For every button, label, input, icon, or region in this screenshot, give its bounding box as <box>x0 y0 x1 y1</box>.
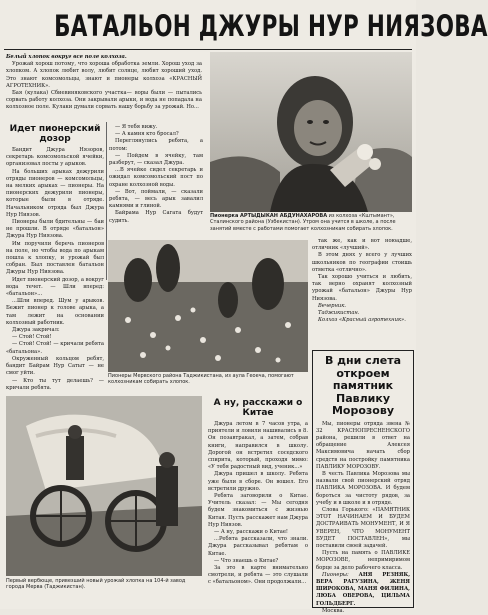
pioneers-list: АНЯ РЕЗНЯК, ВЕРА РАГУЗИНА, ЖЕНЯ ШИРОКОВА, МАНЯ ФИЛИНА, ЛЮБА ОВЕРОВА, ЦИЛЬМА ГОЛЬДБЕРГ. <box>316 571 411 607</box>
morozov-article <box>312 350 414 614</box>
paragraph: ...Ребята рассказали, что знали. Джура рассказывал ребятам о Китае. <box>208 536 308 557</box>
paragraph: Пионеры были бдительны — баи не прошли. В отряде «батальон» Джура Нур Ниязова. <box>6 219 104 240</box>
paragraph: Джура закричал: <box>12 327 60 334</box>
paragraph: — Я тебя вижу. <box>115 124 158 130</box>
paragraph: так же, как и вот ноюадше, отличник «лучший». <box>312 238 412 252</box>
paragraph: Им поручили беречь пионеров на поле, но чтобы вода по арыкам пошла к хлопку, и урожай был собран. Был поставлен батальон Джуры Нур Ниязова. <box>6 240 104 276</box>
photo-middle <box>108 240 308 372</box>
paragraph: В честь Павлика Морозова мы назвали свой пионерский отряд ПАВЛИКА МОРОЗОВА. И будем бороться за чистоту рядов, за учебу и в школе и в отряде. <box>316 470 410 506</box>
paragraph: Слова Горького: «ПАМЯТНИК ЭТОТ НАЧИНАЕМ И БУДЕМ ДОСТРАИВАТЬ МОНУМЕНТ, И Я УВЕРЕН, ЧТО МОНУМЕНТ БУДЕТ ПОСТАВЛЕН», мы поставили своей задачей. <box>316 506 410 549</box>
photo-bottom-caption: Первый вербюще, привезший новый урожай хлопка на 104-й завод города Мерва (Таджикистан). <box>6 578 186 591</box>
paragraph: — Что знаешь о Китае? <box>214 557 279 564</box>
dozor-title: Идет пионерский дозор <box>9 124 101 144</box>
paragraph: Урожай хорош потому, что хороша обработка земли. Хорош уход за хлопком. А хлопок любит волу, любит солнце, любит хороший уход. Это знают комсомольцы, знают и пионеры колхоза «КРАСНЫЙ АГРОТЕХНИК». <box>6 61 202 89</box>
pioneers-label: Пионеры: <box>322 571 349 578</box>
paragraph: Байрама Нур Сагата будут судить. <box>109 210 203 224</box>
paragraph: Окруженный кольцом ребят, бандит Байрам Нур Сатыт — не смог уйти. <box>6 355 104 377</box>
photo-top-caption-name: Пионерка АРТЫДЫКАН АБДУНАХАРОВА <box>210 213 328 219</box>
dozor-body <box>6 147 104 392</box>
cotton-field-pioneers-photo-icon <box>108 240 308 372</box>
paragraph: ...Шли вперед. Шум у арыков. Бежит пионер к голове арыка, а там лежит на основании колхозный работник. <box>6 298 104 326</box>
paragraph: Бандит Джура Нязоров, секретарь комсомольской ячейки, организовал посты у арыков. <box>6 147 104 168</box>
morozov-title: В дни слета откроем памятник Павлику Морозову <box>324 354 402 417</box>
paragraph: Белый хлопок вокруг все поле колхоза. <box>6 54 127 60</box>
pioneer-girl-photo-icon <box>210 52 412 212</box>
morozov-place: Москва. <box>322 607 345 614</box>
paragraph: В этом днях у всего у лучших школьников по географии стоишь отметка «отлично». <box>312 252 412 273</box>
paragraph: ...В ячейке сидел секретарь и ожидал комсомольский пост по охране колхозной воды. <box>109 167 203 188</box>
paragraph: — Кто ты тут делаешь? — кричали ребята. <box>6 377 104 391</box>
paragraph: За это в карте внимательно смотрели, и ребята — это слушали с «батальоном». Они продолжали... <box>208 565 308 586</box>
paragraph: На больших арыках дежурили отряды пионеров — комсомольцы, на мелких арыках — пионеры. На пионерских дежурили пионеры, которые были в отряде. Начальником отряда был Джура Нур Ниязов. <box>6 168 104 218</box>
morozov-body <box>316 421 410 572</box>
right-top-column <box>312 238 412 348</box>
paragraph: Пусть на память о ПАВЛИКЕ МОРОЗОВЕ, непримиримом борце за дело рабочего класса. <box>316 550 410 571</box>
paragraph: Переглянулись ребята, а потом: <box>109 138 203 152</box>
paragraph: — А ну, расскажи о Китае! <box>214 529 289 536</box>
paragraph: — Пойдем в ячейку, там разберут, — сказал Джура. <box>109 152 203 167</box>
photo-top-caption <box>210 213 412 235</box>
paragraph: Джура пришел в школу. Ребята уже были в сборе. Он вошел. Его встретили дружно. <box>208 471 308 492</box>
right-top-body <box>312 238 412 303</box>
paragraph: Ребята заговорили о Китае. Учитель сказал: — Мы сегодня будем знакомиться с жизнью Китая. Пусть расскажет нам Джура Нур Ниязов. <box>208 493 308 528</box>
signature-name: Таджикистан. <box>318 310 360 317</box>
intro-column <box>6 54 202 120</box>
paragraph: — А камня кто бросал? <box>115 131 179 138</box>
photo-top-caption-text: из колхоза «Кштымант», Сталинского района (Узбекистан). Утром она учится в школе, а после занятий вместе с работами помогает колхозникам собирать хлопок. <box>210 213 396 232</box>
paragraph: Джура летом в 7 часов утра, а приятели и ловили нашивались в 8. Он позавтракал, а затем, собрав книги, направился в школу. Дорогой он встретил соседского спирита, который, проходя мимо: «У тебя радостный вид, ученик...» <box>208 421 308 471</box>
column-divider <box>106 122 107 280</box>
paragraph: Так хорошо учиться и любить, так верно охранят колхозный урожай «батальон» Джуры Нур Ниязова. <box>312 274 412 302</box>
signature-place: Колхоз «Красный агротехник». <box>318 317 406 324</box>
headline: БАТАЛЬОН ДЖУРЫ НУР НИЯЗОВА <box>54 9 488 43</box>
china-title: А ну, расскажи о Китае <box>213 398 303 418</box>
paragraph: — Стой! Стой! — кричали ребята «батальона». <box>6 341 104 355</box>
paragraph: Идет пионерский дозор, а вокруг вода течет. — Шли вперед: «батальон»... <box>6 276 104 298</box>
paragraph: — Стой! Стой! <box>12 334 52 341</box>
paragraph: Мы, пионеры отряда звена № 32 КРАСНОПРЕСНЕНСКОГО района, решили в ответ на обращение Алексея Максимовича начать сбор средств на постройку памятника ПАВЛИКУ МОРОЗОВУ. <box>316 420 410 470</box>
photo-middle-caption: Пионеры Мервского района Таджикистана, из аула Геоеча, помогают колхозникам собирать хлопок. <box>108 373 294 386</box>
signature-role: Вечерник. <box>318 302 347 309</box>
china-body <box>208 421 308 587</box>
photo-bottom <box>6 396 202 576</box>
headline-rule <box>4 49 412 50</box>
cotton-cart-photo-icon <box>6 396 202 576</box>
china-article <box>208 396 308 606</box>
paragraph: — Вот, поймали, — сказали ребята, — весь арык завалил камнями и глиной. <box>109 188 203 210</box>
photo-top <box>210 52 412 212</box>
paragraph: Бая (кулака) Сбиевиняковского участка— воры были — пытались сорвать работу колхоза. Они закрывали арыки, и вода не попадала на колхозное поле. Кулаки думали сорвать нашу борьбу за урожай. Но... <box>6 90 202 111</box>
